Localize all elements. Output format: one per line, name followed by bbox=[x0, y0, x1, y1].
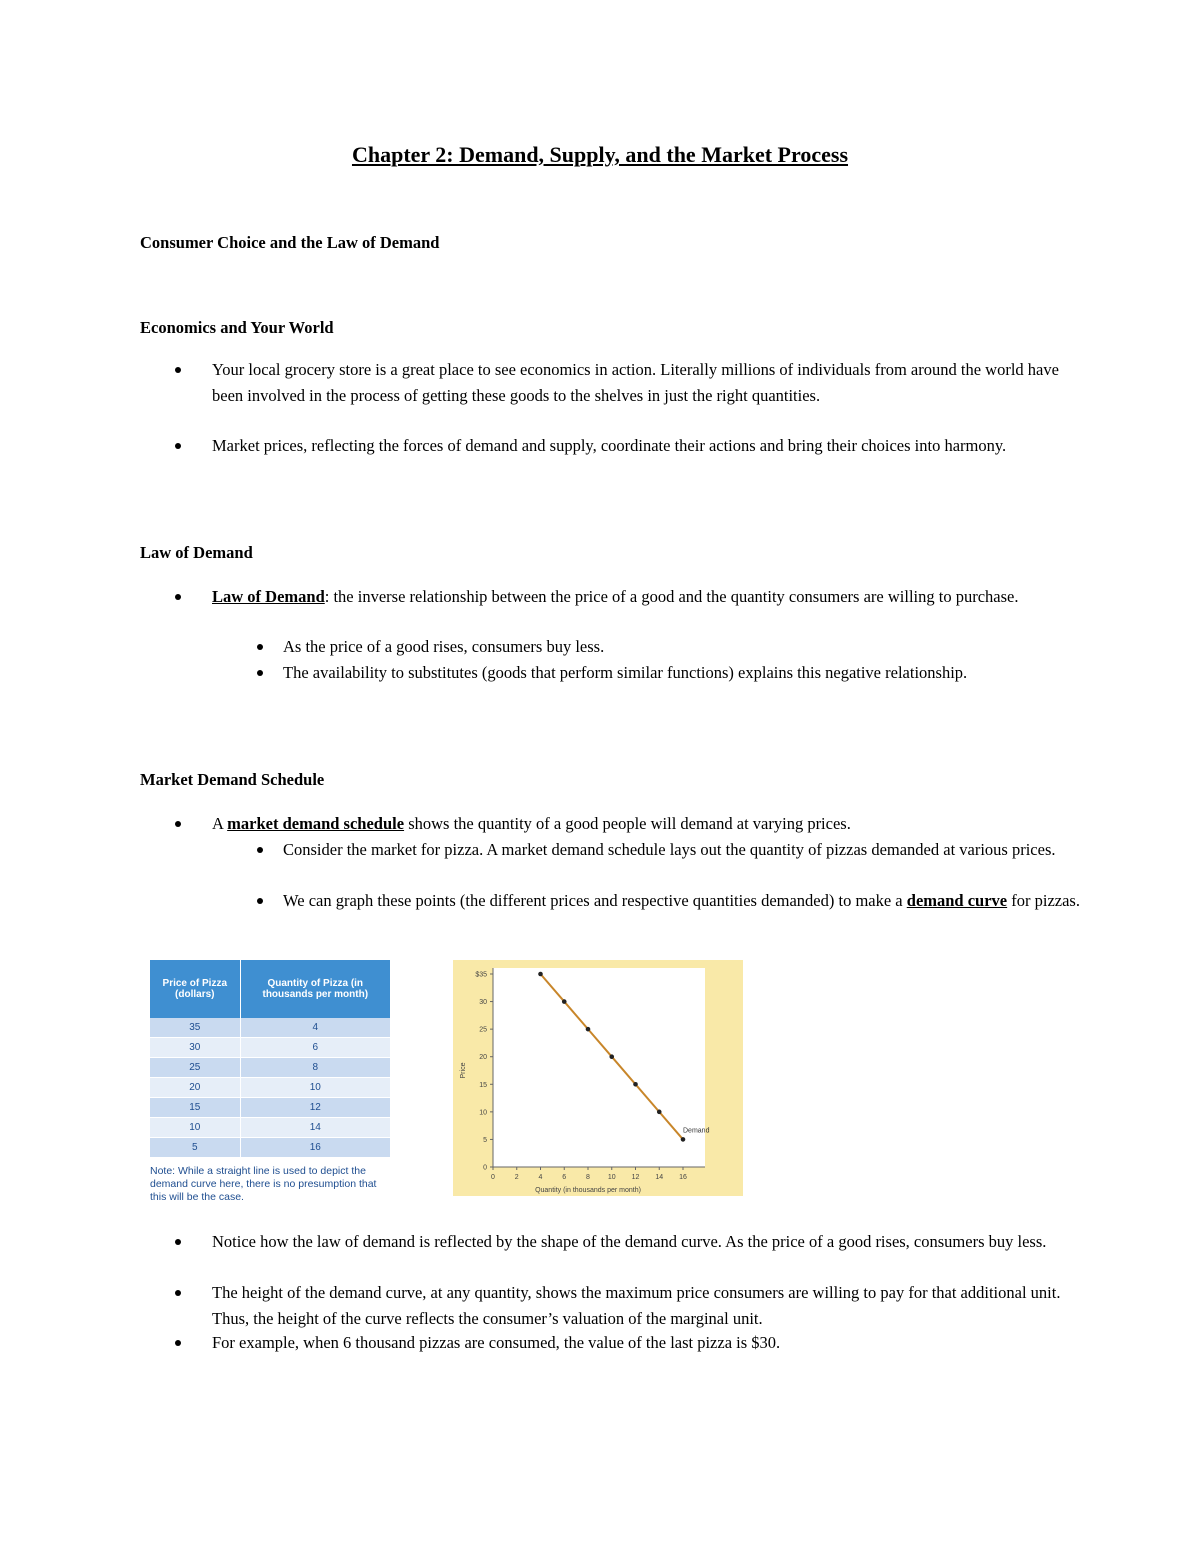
list-item bbox=[212, 1229, 1072, 1255]
x-tick-label: 4 bbox=[538, 1174, 543, 1181]
list-item bbox=[212, 357, 1072, 408]
table-row bbox=[150, 1138, 391, 1158]
page-title: Chapter 2: Demand, Supply, and the Market Process bbox=[351, 142, 849, 167]
quantity-cell: 14 bbox=[240, 1118, 390, 1138]
list-item-text: The availability to substitutes (goods that perform similar functions) explains this negative relationship. bbox=[283, 663, 968, 682]
x-tick-label: 12 bbox=[631, 1174, 640, 1181]
list-item bbox=[212, 1330, 1072, 1356]
table-row bbox=[150, 1118, 391, 1138]
text-fragment: A bbox=[212, 814, 228, 833]
price-cell: 20 bbox=[150, 1078, 240, 1098]
text-fragment: for pizzas. bbox=[1007, 891, 1080, 910]
x-tick-label: 10 bbox=[607, 1174, 616, 1181]
term-law-of-demand: Law of Demand bbox=[212, 587, 325, 606]
series-label-demand: Demand bbox=[683, 1127, 710, 1135]
table-note: Note: While a straight line is used to depict the demand curve here, there is no presumption that this will be the case. bbox=[150, 1165, 377, 1203]
list-item bbox=[212, 433, 1072, 459]
x-tick-label: 14 bbox=[655, 1174, 664, 1181]
list-item bbox=[283, 837, 1083, 863]
list-item-text: As the price of a good rises, consumers buy less. bbox=[283, 637, 605, 656]
y-tick-label: 5 bbox=[483, 1136, 487, 1144]
data-point bbox=[586, 1027, 591, 1032]
y-tick-label: $35 bbox=[475, 971, 487, 979]
table-row bbox=[150, 1038, 391, 1058]
list-item-text: Consider the market for pizza. A market demand schedule lays out the quantity of pizzas demanded at various prices. bbox=[283, 840, 1056, 859]
data-point bbox=[657, 1110, 662, 1115]
list-item bbox=[283, 660, 1083, 686]
plot-area bbox=[493, 968, 705, 1167]
quantity-cell: 4 bbox=[240, 1018, 390, 1038]
heading-law-of-demand: Law of Demand bbox=[140, 543, 253, 562]
x-tick-label: 16 bbox=[679, 1174, 687, 1181]
quantity-cell: 10 bbox=[240, 1078, 390, 1098]
demand-curve-chart bbox=[453, 960, 743, 1196]
table-row bbox=[150, 1058, 391, 1078]
data-point bbox=[609, 1054, 614, 1059]
quantity-cell: 12 bbox=[240, 1098, 390, 1118]
list-item-text: Your local grocery store is a great place to see economics in action. Literally millions of individuals from around the world have been involved in the process of getting these goods to the shelves in just the right quantities. bbox=[212, 360, 1059, 405]
text-fragment: shows the quantity of a good people will demand at varying prices. bbox=[404, 814, 851, 833]
definition-text: : the inverse relationship between the price of a good and the quantity consumers are willing to purchase. bbox=[324, 587, 1019, 606]
list-item-text: The height of the demand curve, at any quantity, shows the maximum price consumers are willing to pay for that additional unit. Thus, the height of the curve reflects the consumer’s valuation of the marginal unit. bbox=[212, 1283, 1061, 1328]
bullet-icon bbox=[257, 670, 263, 676]
table-row bbox=[150, 1078, 391, 1098]
price-cell: 15 bbox=[150, 1098, 240, 1118]
bullet-icon bbox=[175, 367, 181, 373]
bullet-icon bbox=[257, 898, 263, 904]
y-tick-label: 10 bbox=[479, 1109, 487, 1117]
section-heading-consumer-choice: Consumer Choice and the Law of Demand bbox=[140, 233, 440, 252]
x-tick-label: 2 bbox=[514, 1174, 519, 1181]
y-tick-label: 25 bbox=[479, 1026, 487, 1034]
bullet-icon bbox=[175, 443, 181, 449]
term-demand-curve: demand curve bbox=[906, 891, 1008, 910]
price-cell: 30 bbox=[150, 1038, 240, 1058]
heading-market-demand-schedule: Market Demand Schedule bbox=[140, 770, 325, 789]
bullet-icon bbox=[257, 644, 263, 650]
list-item-text: For example, when 6 thousand pizzas are consumed, the value of the last pizza is $30. bbox=[212, 1333, 781, 1352]
table-row bbox=[150, 1018, 391, 1038]
bullet-icon bbox=[175, 1290, 181, 1296]
data-point bbox=[538, 972, 543, 977]
quantity-cell: 16 bbox=[240, 1138, 390, 1158]
data-point bbox=[633, 1082, 638, 1087]
list-item bbox=[212, 811, 1072, 837]
data-point bbox=[681, 1137, 686, 1142]
chart-svg bbox=[453, 960, 743, 1196]
table-row bbox=[150, 1098, 391, 1118]
table-header-quantity: Quantity of Pizza (in thousands per month) bbox=[240, 960, 390, 1018]
list-item-text: Notice how the law of demand is reflected by the shape of the demand curve. As the price of a good rises, consumers buy less. bbox=[212, 1232, 1047, 1251]
quantity-cell: 6 bbox=[240, 1038, 390, 1058]
bullet-icon bbox=[175, 1340, 181, 1346]
list-item bbox=[212, 584, 1072, 610]
y-tick-label: 15 bbox=[479, 1081, 487, 1089]
y-tick-label: 0 bbox=[483, 1164, 487, 1172]
y-axis-label: Price bbox=[460, 1062, 467, 1079]
table-header-price: Price of Pizza (dollars) bbox=[150, 960, 240, 1018]
bullet-icon bbox=[175, 594, 181, 600]
x-tick-label: 6 bbox=[562, 1174, 567, 1181]
y-tick-label: 20 bbox=[479, 1054, 487, 1062]
y-tick-label: 30 bbox=[479, 999, 487, 1007]
x-axis-label: Quantity (in thousands per month) bbox=[535, 1187, 641, 1194]
heading-economics-your-world: Economics and Your World bbox=[140, 318, 334, 337]
quantity-cell: 8 bbox=[240, 1058, 390, 1078]
bullet-icon bbox=[257, 847, 263, 853]
list-item bbox=[283, 634, 1083, 660]
price-cell: 35 bbox=[150, 1018, 240, 1038]
bullet-icon bbox=[175, 821, 181, 827]
list-item-text: Market prices, reflecting the forces of demand and supply, coordinate their actions and bring their choices into harmony. bbox=[212, 436, 1007, 455]
x-tick-label: 8 bbox=[586, 1174, 590, 1181]
price-cell: 5 bbox=[150, 1138, 240, 1158]
list-item bbox=[283, 888, 1083, 914]
data-point bbox=[562, 999, 567, 1004]
text-fragment: We can graph these points (the different prices and respective quantities demanded) to make a bbox=[283, 891, 907, 910]
price-cell: 25 bbox=[150, 1058, 240, 1078]
demand-schedule-table bbox=[150, 960, 391, 1158]
bullet-icon bbox=[175, 1239, 181, 1245]
x-tick-label: 0 bbox=[491, 1174, 495, 1181]
list-item bbox=[212, 1280, 1072, 1331]
term-market-demand-schedule: market demand schedule bbox=[227, 814, 405, 833]
price-cell: 10 bbox=[150, 1118, 240, 1138]
